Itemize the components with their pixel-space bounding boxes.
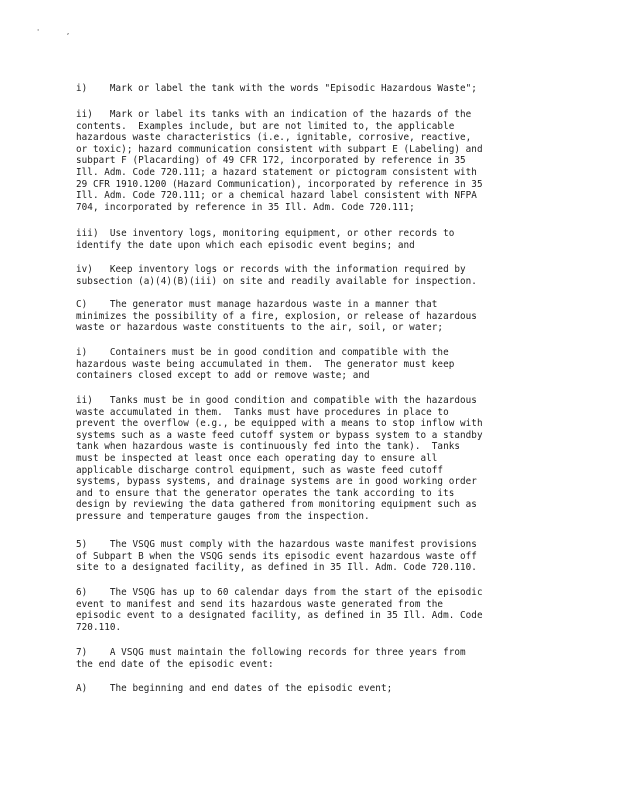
text-line: applicable discharge control equipment, such as waste feed cutoff: [76, 464, 444, 476]
text-line: i) Containers must be in good condition and compatible with the: [76, 347, 449, 358]
paragraph-iv-keep-records: [76, 264, 546, 287]
text-line: prevent the overflow (e.g., be equipped with a means to stop inflow with: [76, 418, 483, 430]
text-line: A) The beginning and end dates of the episodic event;: [76, 683, 393, 694]
text-line: iv) Keep inventory logs or records with the information required by: [76, 264, 466, 275]
paragraph-i-episodic-label: [76, 83, 546, 95]
paragraph-c-manage-waste: [76, 299, 546, 334]
text-line: Ill. Adm. Code 720.111; a hazard statement or pictogram consistent with: [76, 166, 477, 178]
text-line: Ill. Adm. Code 720.111; or a chemical hazard label consistent with NFPA: [76, 190, 477, 202]
text-line: and to ensure that the generator operates the tank according to its: [76, 487, 455, 499]
text-line: systems such as a waste feed cutoff system or bypass system to a standby: [76, 429, 483, 441]
paragraph-5-manifest: [76, 539, 546, 574]
text-line: subsection (a)(4)(B)(iii) on site and readily available for inspection.: [76, 275, 477, 287]
text-line: site to a designated facility, as defined in 35 Ill. Adm. Code 720.110.: [76, 562, 477, 574]
text-line: of Subpart B when the VSQG sends its episodic event hazardous waste off: [76, 550, 477, 562]
text-line: hazardous waste being accumulated in them. The generator must keep: [76, 358, 455, 370]
paragraph-i-containers: [76, 347, 546, 382]
text-line: 704, incorporated by reference in 35 Ill. Adm. Code 720.111;: [76, 201, 415, 213]
text-line: 29 CFR 1910.1200 (Hazard Communication), incorporated by reference in 35: [76, 178, 483, 190]
text-line: ii) Mark or label its tanks with an indication of the hazards of the: [76, 109, 472, 120]
text-line: ii) Tanks must be in good condition and compatible with the hazardous: [76, 395, 477, 406]
text-line: minimizes the possibility of a fire, explosion, or release of hazardous: [76, 310, 477, 322]
paragraph-ii-tanks: [76, 395, 546, 523]
text-line: waste accumulated in them. Tanks must have procedures in place to: [76, 406, 449, 418]
text-line: episodic event to a designated facility, as defined in 35 Ill. Adm. Code: [76, 610, 483, 622]
text-line: 6) The VSQG has up to 60 calendar days from the start of the episodic: [76, 587, 483, 598]
text-line: 720.110.: [76, 621, 122, 633]
paragraph-7-records: [76, 647, 546, 670]
text-line: contents. Examples include, but are not limited to, the applicable: [76, 120, 455, 132]
text-line: waste or hazardous waste constituents to the air, soil, or water;: [76, 322, 444, 334]
text-line: iii) Use inventory logs, monitoring equipment, or other records to: [76, 228, 455, 239]
paragraph-a-event-dates: [76, 683, 546, 695]
text-line: identify the date upon which each episodic event begins; and: [76, 239, 415, 251]
text-line: the end date of the episodic event:: [76, 658, 274, 670]
scan-mark-right: ,: [66, 28, 71, 36]
text-line: 5) The VSQG must comply with the hazardous waste manifest provisions: [76, 539, 477, 550]
text-line: systems, bypass systems, and drainage systems are in good working order: [76, 476, 477, 488]
text-line: tank when hazardous waste is continuously fed into the tank). Tanks: [76, 441, 461, 453]
text-line: hazardous waste characteristics (i.e., ignitable, corrosive, reactive,: [76, 132, 472, 144]
text-line: pressure and temperature gauges from the inspection.: [76, 510, 370, 522]
text-line: subpart F (Placarding) of 49 CFR 172, incorporated by reference in 35: [76, 155, 466, 167]
paragraph-6-sixty-days: [76, 587, 546, 633]
text-line: C) The generator must manage hazardous waste in a manner that: [76, 299, 438, 310]
text-line: 7) A VSQG must maintain the following records for three years from: [76, 647, 466, 658]
scan-mark-left: ': [36, 28, 41, 36]
paragraph-iii-inventory-logs: [76, 228, 546, 251]
paragraph-ii-hazard-indication: [76, 109, 546, 213]
text-line: i) Mark or label the tank with the words "Episodic Hazardous Waste";: [76, 83, 477, 94]
text-line: containers closed except to add or remove waste; and: [76, 370, 370, 382]
text-line: must be inspected at least once each operating day to ensure all: [76, 452, 438, 464]
text-line: design by reviewing the data gathered from monitoring equipment such as: [76, 499, 477, 511]
text-line: or toxic); hazard communication consistent with subpart E (Labeling) and: [76, 143, 483, 155]
text-line: event to manifest and send its hazardous waste generated from the: [76, 598, 444, 610]
